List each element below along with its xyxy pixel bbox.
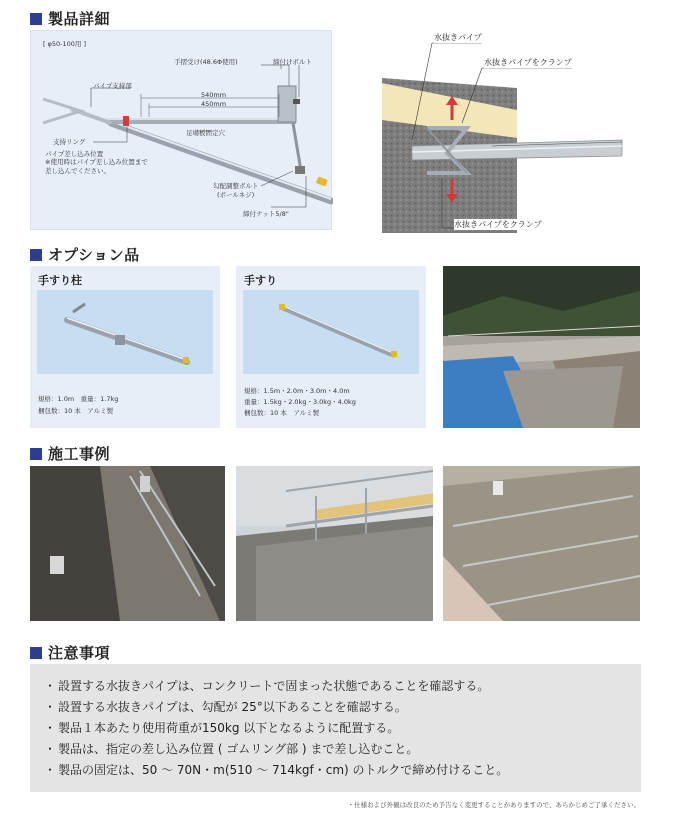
case-photo-2-drawing xyxy=(236,466,433,621)
option-spec: 規格：1.5m・2.0m・3.0m・4.0m xyxy=(244,387,350,395)
note-text: 設置する水抜きパイプは、コンクリートで固まった状態であることを確認する。 xyxy=(58,679,490,693)
case-photo-2 xyxy=(236,466,433,621)
note-item xyxy=(44,760,508,781)
option-installation-photo xyxy=(443,266,640,428)
section-title: オプション品 xyxy=(48,246,140,264)
drain-pipe-label: 水抜きパイプ xyxy=(434,33,482,42)
clamp-bottom-label: 水抜きパイプをクランプ xyxy=(454,220,542,229)
section-marker-icon xyxy=(30,647,42,659)
clamp-top-label: 水抜きパイプをクランプ xyxy=(484,58,572,67)
note-item xyxy=(44,718,508,739)
section-marker-icon xyxy=(30,13,42,25)
case-photo-1 xyxy=(30,466,225,621)
handrail-drawing xyxy=(243,290,419,374)
section-title: 施工事例 xyxy=(48,445,111,463)
scaffold-hole-label: 足場板固定穴 xyxy=(186,129,225,137)
note-text: 製品１本あたり使用荷重が150kg 以下となるように配置する。 xyxy=(58,721,400,735)
handrail-post-image xyxy=(37,290,213,374)
option-pack: 梱包数：10 本 アルミ製 xyxy=(244,409,320,417)
product-detail-diagram xyxy=(30,30,332,230)
note-text: 製品の固定は、50 〜 70N・m(510 〜 714kgf・cm) のトルクで締め付けること。 xyxy=(58,763,509,777)
note-item xyxy=(44,676,508,697)
option-pack: 梱包数：10 本 アルミ製 xyxy=(38,407,114,415)
fix-nut-label: 締付ナット5/8" xyxy=(243,210,289,218)
option-title: 手すり xyxy=(244,274,277,287)
notes-box xyxy=(30,664,641,792)
bullet: ・ xyxy=(44,742,57,756)
bullet: ・ xyxy=(44,700,57,714)
section-title: 注意事項 xyxy=(48,644,111,662)
note-item xyxy=(44,739,508,760)
section-title: 製品詳細 xyxy=(48,10,111,28)
case-photo-1-drawing xyxy=(30,466,225,621)
handrail-receiver-label: 手摺受け(48.6Φ使用) xyxy=(174,58,238,66)
option-card-handrail xyxy=(236,266,426,428)
note-item xyxy=(44,697,508,718)
fix-bolt-label: 締付けボルト xyxy=(273,58,312,66)
section-marker-icon xyxy=(30,249,42,261)
slope-bolt-label: 勾配調整ボルト xyxy=(213,182,259,190)
handrail-post-drawing xyxy=(37,290,213,374)
bullet: ・ xyxy=(44,679,57,693)
pipe-support-label: パイプ支持部 xyxy=(93,82,132,90)
bullet: ・ xyxy=(44,721,57,735)
footnote: ・仕様および外観は改良のため予告なく変更することがありますので、あらかじめご了承ください。 xyxy=(347,801,640,809)
support-ring-label: 支持リング xyxy=(53,138,86,146)
option-card-handrail-post xyxy=(30,266,220,428)
section-header-detail xyxy=(30,8,110,29)
handrail-image xyxy=(243,290,419,374)
option-spec: 規格：1.0m 重量：1.7kg xyxy=(38,395,119,403)
clamp-diagram xyxy=(372,28,634,240)
case-photo-3 xyxy=(443,466,640,621)
range-label: [ φ50-100用 ] xyxy=(43,40,87,48)
bullet: ・ xyxy=(44,763,57,777)
section-marker-icon xyxy=(30,448,42,460)
section-header-cases xyxy=(30,443,110,464)
option-title: 手すり柱 xyxy=(38,274,82,287)
dimension-450: 450mm xyxy=(201,100,227,108)
installation-photo-drawing xyxy=(443,266,640,428)
notes-list xyxy=(44,676,508,781)
section-header-notes xyxy=(30,642,110,663)
insert-note: ※使用時はパイプ差し込み位置まで 差し込んでください。 xyxy=(45,158,148,175)
note-text: 設置する水抜きパイプは、勾配が 25°以下あることを確認する。 xyxy=(58,700,407,714)
slope-bolt-sub-label: (ボールネジ) xyxy=(217,191,255,199)
dimension-540: 540mm xyxy=(201,91,227,99)
option-weight: 重量：1.5kg・2.0kg・3.0kg・4.0kg xyxy=(244,398,356,406)
insert-position-label: パイプ差し込み位置 xyxy=(45,150,104,158)
note-text: 製品は、指定の差し込み位置 ( ゴムリング部 ) まで差し込むこと。 xyxy=(58,742,419,756)
case-photo-3-drawing xyxy=(443,466,640,621)
section-header-options xyxy=(30,244,140,265)
